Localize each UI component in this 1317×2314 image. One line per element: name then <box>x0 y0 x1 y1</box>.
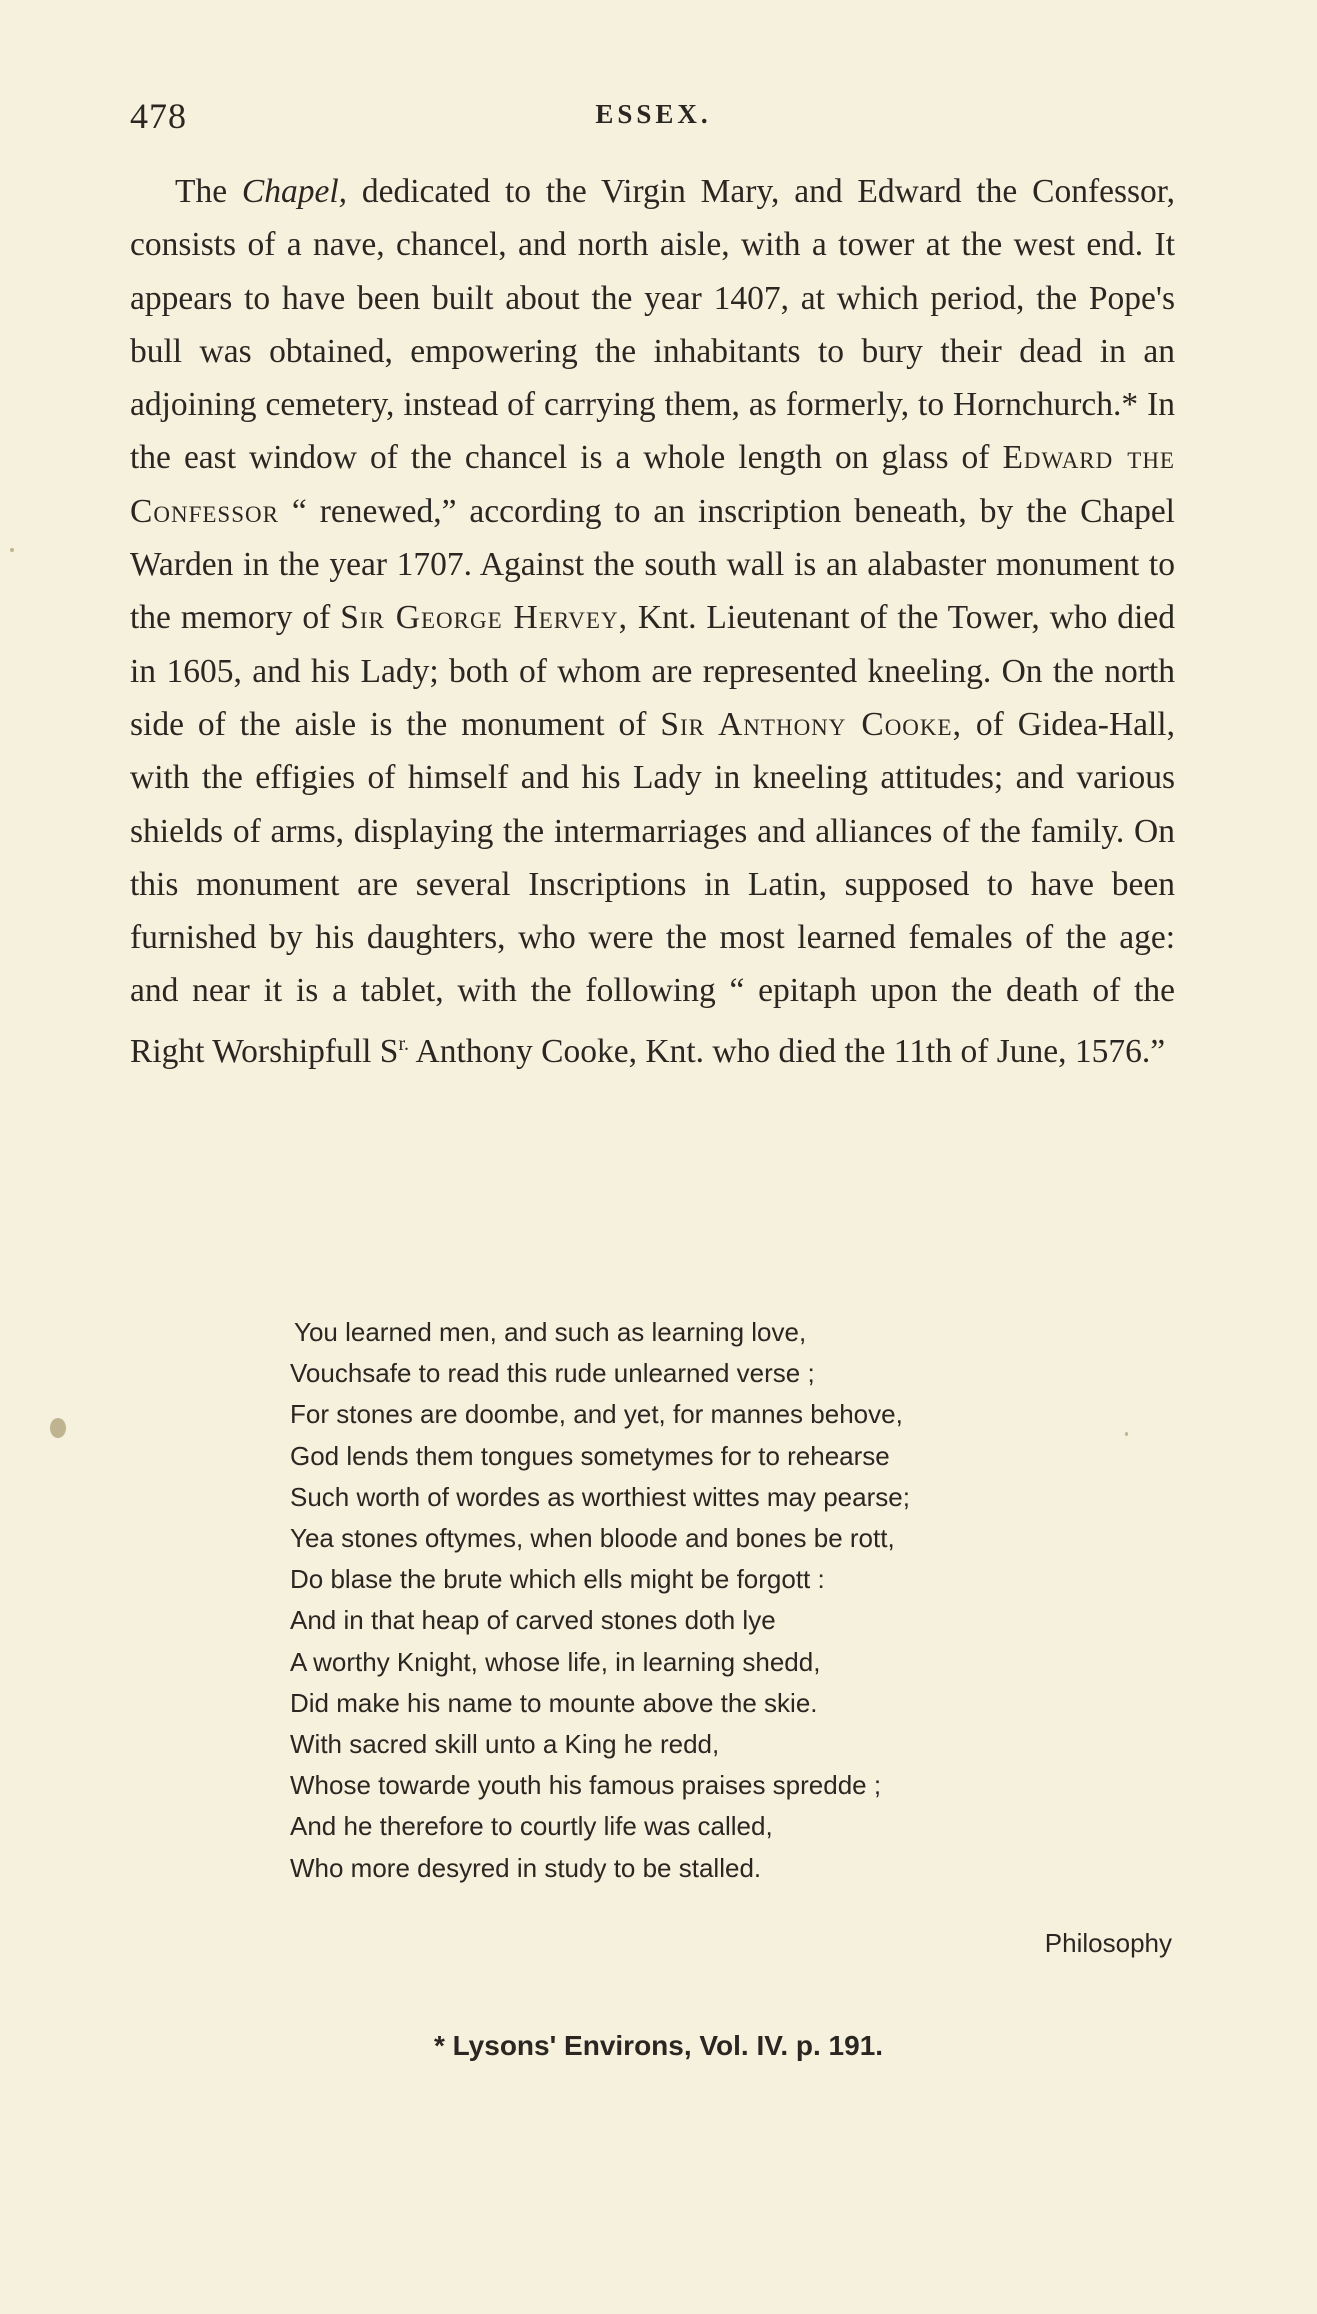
poem-line: For stones are doombe, and yet, for mannes behove, <box>290 1399 903 1430</box>
poem-line: And he therefore to courtly life was called, <box>290 1811 773 1842</box>
poem-line: Whose towarde youth his famous praises spredde ; <box>290 1770 882 1801</box>
catchword: Philosophy <box>1044 1928 1172 1958</box>
page-header <box>130 95 1177 145</box>
poem-line: A worthy Knight, whose life, in learning shedd, <box>290 1646 821 1677</box>
body-paragraph <box>130 165 1175 1078</box>
page-number: 478 <box>130 96 187 136</box>
text-run: Knt. Lieutenant of the Tower, who died in 1605, and his Lady; both of whom are represented kneeling. On the north side of the aisle is the monument of <box>130 599 1175 743</box>
italic-chapel: Chapel, <box>241 173 348 210</box>
paper-blemish <box>10 548 14 552</box>
paper-blemish <box>50 1418 66 1438</box>
running-head: ESSEX. <box>595 99 712 129</box>
name-sir-anthony-cooke: Sir Anthony Cooke, <box>660 705 962 743</box>
name-edward-the-confessor: Edward the Confessor <box>130 439 1175 530</box>
text-run: “ renewed,” according to an inscription beneath, by the Chapel Warden in the year 1707. Against the south wall is an alabaster monument to the memory of <box>130 492 1175 637</box>
poem-line: Did make his name to mounte above the skie. <box>290 1687 818 1718</box>
poem-line: You learned men, and such as learning love, <box>294 1317 807 1347</box>
poem-line: Vouchsafe to read this rude unlearned verse ; <box>290 1358 815 1389</box>
paper-blemish <box>1125 1432 1128 1436</box>
poem-line: Do blase the brute which ells might be forgott : <box>290 1564 825 1595</box>
poem-line: Who more desyred in study to be stalled. <box>290 1852 762 1883</box>
text-run: dedicated to the Virgin Mary, and Edward the Confessor, consists of a nave, chancel, and north aisle, with a tower at the west end. It appears to have been built about the year 1407, at which period, the Pope's bull was obtained, empowering the inhabitants to bury their dead in an adjoining cemetery, instead of carrying them, as formerly, to Hornchurch.* In the east window of the chancel is a whole length on glass of <box>130 173 1175 477</box>
footnote: * Lysons' Environs, Vol. IV. p. 191. <box>433 2030 884 2061</box>
text-run: of Gidea-Hall, with the effigies of himself and his Lady in kneeling attitudes; and various shields of arms, displaying the intermarriages and alliances of the family. On this monument are several Inscriptions in Latin, supposed to have been furnished by his daughters, who were the most learned females of the age: and near it is a tablet, with the following “ epitaph upon the death of the Right Worshipfull S <box>130 705 1175 1070</box>
poem-line: Yea stones oftymes, when bloode and bones be rott, <box>290 1523 895 1554</box>
paragraph <box>130 165 1175 1078</box>
superscript-r: r. <box>398 1032 410 1055</box>
poem-line: With sacred skill unto a King he redd, <box>290 1729 720 1760</box>
poem-line: And in that heap of carved stones doth lye <box>290 1605 776 1636</box>
text-run: The <box>175 173 242 210</box>
epitaph-poem <box>290 1312 1150 1889</box>
poem-line: God lends them tongues sometymes for to rehearse <box>290 1440 890 1471</box>
text-run: Anthony Cooke, Knt. who died the 11th of June, 1576.” <box>409 1032 1166 1070</box>
name-sir-george-hervey: Sir George Hervey, <box>340 599 628 637</box>
poem-line: Such worth of wordes as worthiest wittes may pearse; <box>290 1481 910 1512</box>
